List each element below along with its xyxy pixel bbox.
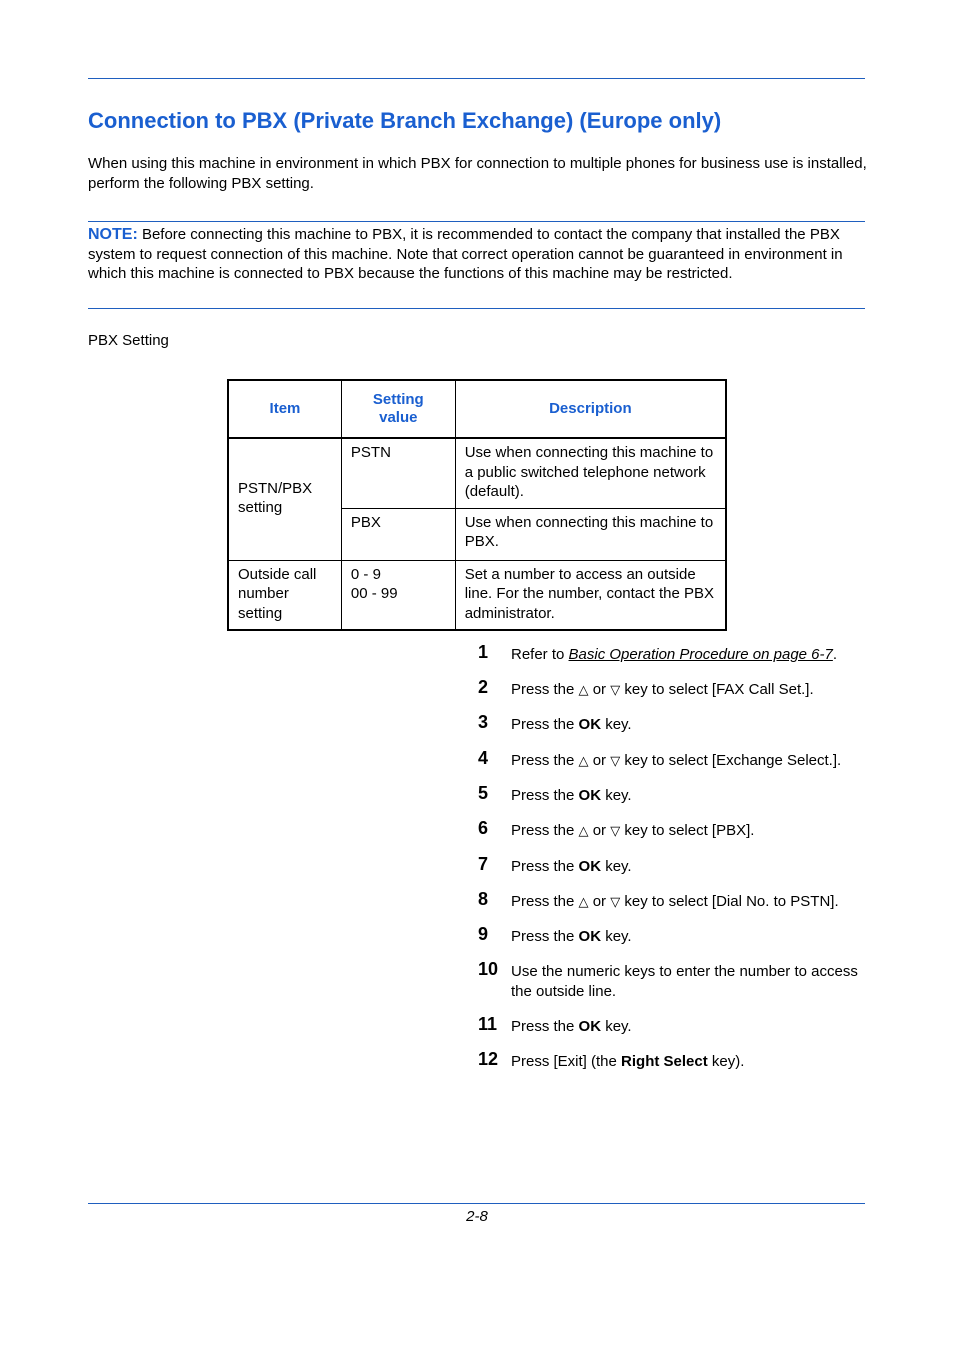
down-arrow-icon: ▽ [610, 894, 621, 909]
step-number: 10 [478, 959, 499, 979]
step-number: 3 [478, 712, 489, 732]
cell-description: Set a number to access an outside line. For the number, contact the PBX administrator. [455, 560, 726, 630]
step-number: 8 [478, 889, 489, 909]
page-number: 2-8 [466, 1208, 488, 1225]
step-number: 7 [478, 854, 489, 874]
table-row [228, 438, 726, 508]
step-number: 1 [478, 642, 489, 662]
cell-description: Use when connecting this machine to PBX. [455, 508, 726, 560]
header-description: Description [455, 380, 726, 438]
top-rule [88, 78, 865, 79]
note-text: Before connecting this machine to PBX, it is recommended to contact the company that installed the PBX system to request connection of this machine. Note that correct operation cannot be guaranteed in environment in which this machine is connected to PBX because the functions of this machine may be restricted. [88, 226, 843, 282]
step-number: 9 [478, 924, 489, 944]
down-arrow-icon: ▽ [610, 753, 621, 768]
up-arrow-icon: △ [578, 823, 589, 838]
table-caption: PBX Setting [88, 332, 169, 349]
step-number: 6 [478, 818, 489, 838]
cell-value: PSTN [341, 438, 455, 508]
note-top-rule [88, 221, 865, 222]
footer-rule [88, 1203, 865, 1204]
step-number: 11 [478, 1014, 498, 1034]
cell-description: Use when connecting this machine to a public switched telephone network (default). [455, 438, 726, 508]
up-arrow-icon: △ [578, 753, 589, 768]
down-arrow-icon: ▽ [610, 682, 621, 697]
note-paragraph [88, 225, 868, 284]
table-row [228, 560, 726, 630]
header-setting-value: Setting value [341, 380, 455, 438]
table-header-row [228, 380, 726, 438]
cell-item: Outside call number setting [228, 560, 341, 630]
header-item: Item [228, 380, 341, 438]
up-arrow-icon: △ [578, 682, 589, 697]
section-title: Connection to PBX (Private Branch Exchange) (Europe only) [88, 108, 722, 133]
step-number: 2 [478, 677, 489, 697]
intro-paragraph: When using this machine in environment in which PBX for connection to multiple phones for business use is installed, perform the following PBX setting. [88, 155, 867, 192]
note-bottom-rule [88, 308, 865, 309]
step-number: 4 [478, 748, 489, 768]
step-number: 12 [478, 1049, 499, 1069]
cell-value: 0 - 9 00 - 99 [341, 560, 455, 630]
cell-item: PSTN/PBX setting [228, 438, 341, 560]
step-number: 5 [478, 783, 489, 803]
note-label: NOTE: [88, 226, 138, 243]
page-reference-link[interactable]: Basic Operation Procedure on page 6-7 [568, 646, 833, 663]
up-arrow-icon: △ [578, 894, 589, 909]
cell-value: PBX [341, 508, 455, 560]
down-arrow-icon: ▽ [610, 823, 621, 838]
pbx-setting-table [227, 379, 727, 631]
